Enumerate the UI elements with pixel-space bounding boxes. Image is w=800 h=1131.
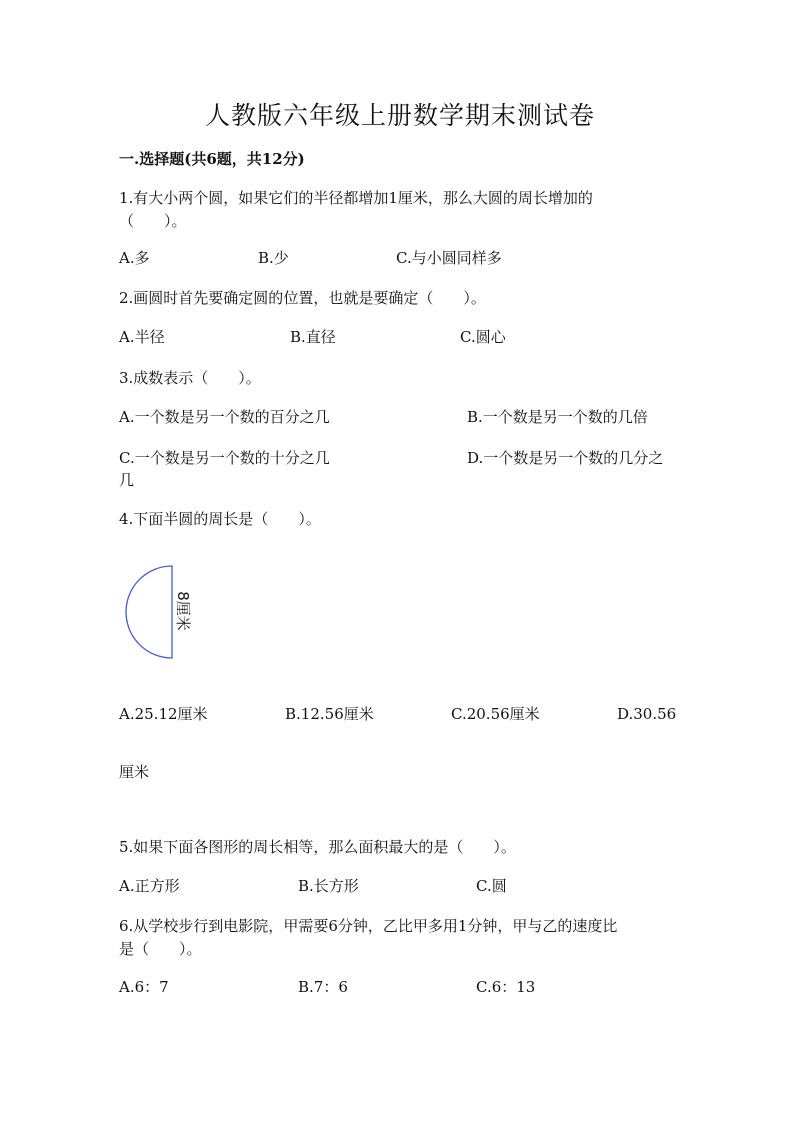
page-title: 人教版六年级上册数学期末测试卷 (204, 101, 595, 130)
question-6-option-b: B.7：6 (298, 978, 348, 996)
question-6-text: 6.从学校步行到电影院，甲需要6分钟，乙比甲多用1分钟，甲与乙的速度比 (119, 917, 618, 935)
question-4-option-d-cont: 厘米 (119, 763, 150, 781)
question-6-text-cont: 是（ ）。 (119, 940, 202, 958)
question-1-option-b: B.少 (258, 249, 289, 267)
diameter-label: 8厘米 (174, 591, 192, 631)
question-3-option-c: C.一个数是另一个数的十分之几 (119, 449, 330, 467)
semicircle-shape (126, 566, 172, 658)
question-4-option-d: D.30.56 (617, 705, 677, 723)
question-1-option-c: C.与小圆同样多 (396, 249, 502, 267)
question-5-option-b: B.长方形 (298, 877, 359, 895)
question-4-option-a: A.25.12厘米 (119, 705, 208, 723)
question-1-text-cont: （ ）。 (119, 212, 187, 230)
question-2-option-b: B.直径 (290, 328, 336, 346)
question-2-option-c: C.圆心 (460, 328, 506, 346)
question-4-option-c: C.20.56厘米 (451, 705, 540, 723)
question-1-text: 1.有大小两个圆，如果它们的半径都增加1厘米，那么大圆的周长增加的 (119, 189, 593, 207)
question-2-text: 2.画圆时首先要确定圆的位置，也就是要确定（ ）。 (119, 289, 486, 307)
question-6-option-a: A.6：7 (119, 978, 169, 996)
question-5-text: 5.如果下面各图形的周长相等，那么面积最大的是（ ）。 (119, 838, 516, 856)
question-4-text: 4.下面半圆的周长是（ ）。 (119, 510, 321, 528)
question-5-option-a: A.正方形 (119, 877, 180, 895)
semicircle-figure (118, 560, 208, 662)
section-heading: 一.选择题(共6题，共12分) (119, 150, 305, 168)
question-5-option-c: C.圆 (476, 877, 507, 895)
question-3-option-d-cont: 几 (119, 471, 135, 489)
question-3-option-a: A.一个数是另一个数的百分之几 (119, 408, 330, 426)
question-2-option-a: A.半径 (119, 328, 165, 346)
question-3-option-b: B.一个数是另一个数的几倍 (467, 408, 648, 426)
question-3-option-d: D.一个数是另一个数的几分之 (467, 449, 664, 467)
question-1-option-a: A.多 (119, 249, 150, 267)
question-3-text: 3.成数表示（ ）。 (119, 369, 261, 387)
question-4-option-b: B.12.56厘米 (285, 705, 374, 723)
question-6-option-c: C.6：13 (476, 978, 536, 996)
